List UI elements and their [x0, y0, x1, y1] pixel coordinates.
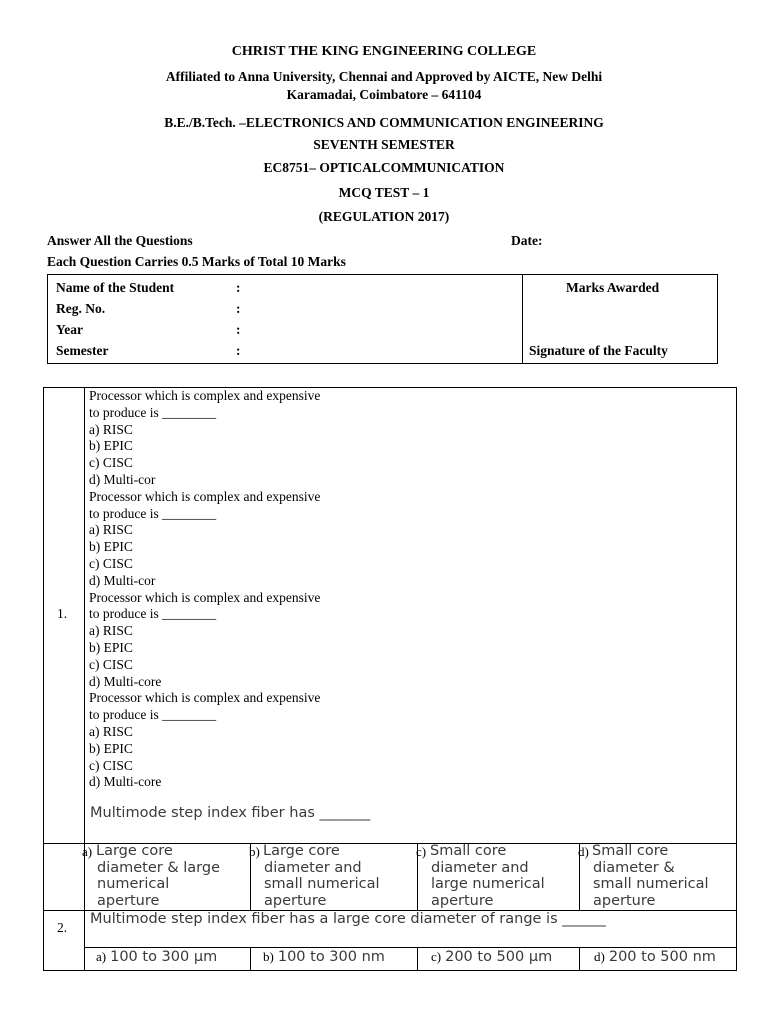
option-letter: c) — [416, 844, 427, 859]
question-text: Processor which is complex and expensive — [89, 690, 321, 706]
option-text-line: aperture — [97, 892, 160, 909]
field-label-name: Name of the Student — [56, 280, 175, 295]
field-label-year: Year — [56, 322, 83, 337]
option-line: b) EPIC — [89, 740, 133, 756]
option-line: c) CISC — [89, 757, 133, 773]
option-letter: b) — [249, 844, 260, 859]
college-name: CHRIST THE KING ENGINEERING COLLEGE — [231, 44, 537, 59]
option-line: d) Multi-core — [89, 673, 162, 689]
option-b — [263, 949, 385, 966]
option-text: 100 to 300 μm — [110, 949, 218, 965]
regulation: (REGULATION 2017) — [318, 209, 450, 224]
option-line: b) EPIC — [89, 640, 133, 655]
option-c — [431, 949, 552, 966]
question-2-stem: Multimode step index fiber has a large core diameter of range is ______ — [90, 911, 606, 927]
option-text-line: diameter & large — [97, 859, 221, 876]
option-column-divider — [417, 947, 418, 970]
option-d — [594, 949, 716, 966]
option-line: b) EPIC — [89, 438, 133, 454]
field-colon: : — [236, 343, 241, 358]
question-text: to produce is ________ — [89, 404, 217, 420]
option-letter: b) — [263, 949, 274, 964]
question-1-stem: Multimode step index fiber has _______ — [90, 805, 371, 821]
option-text-line: numerical — [97, 876, 170, 892]
question-text: Processor which is complex and expensive — [89, 488, 321, 504]
college-address: Karamadai, Coimbatore – 641104 — [286, 87, 482, 102]
option-text-line: diameter and — [431, 859, 529, 876]
marks-note: Each Question Carries 0.5 Marks of Total 10 Marks — [47, 254, 346, 269]
question-text: to produce is ________ — [89, 505, 217, 521]
option-text-line: Large core — [263, 843, 340, 859]
number-column-divider — [84, 387, 85, 971]
option-line: a) RISC — [89, 522, 133, 538]
marks-awarded-label: Marks Awarded — [566, 280, 660, 295]
field-colon: : — [236, 301, 241, 316]
option-text-line: aperture — [264, 892, 327, 909]
option-text-line: diameter and — [264, 859, 362, 876]
field-label-reg-no: Reg. No. — [56, 301, 106, 316]
option-line: c) CISC — [89, 656, 133, 672]
option-text: 100 to 300 nm — [277, 949, 385, 965]
question-text: Processor which is complex and expensive — [89, 589, 321, 605]
option-letter: a) — [82, 844, 93, 859]
option-text-line: diameter & — [593, 859, 675, 876]
question-text: to produce is ________ — [89, 707, 217, 723]
option-letter: a) — [96, 949, 107, 964]
date-label: Date: — [511, 233, 543, 248]
option-text-line: Small core — [592, 843, 669, 859]
question-text: Processor which is complex and expensive — [89, 388, 321, 403]
option-column-divider — [579, 947, 580, 970]
option-line: a) RISC — [89, 724, 133, 739]
option-text-line: small numerical — [264, 876, 380, 892]
option-line: c) CISC — [89, 556, 133, 571]
option-text-line: small numerical — [593, 876, 709, 892]
question-number: 1. — [57, 606, 68, 621]
option-letter: d) — [594, 949, 605, 964]
field-label-semester: Semester — [56, 343, 109, 358]
field-colon: : — [236, 322, 241, 337]
option-a — [96, 949, 217, 966]
option-text: 200 to 500 μm — [445, 949, 553, 965]
student-info-table — [47, 274, 718, 364]
row-divider — [84, 947, 737, 948]
option-line: d) Multi-core — [89, 774, 162, 790]
option-text-line: Large core — [96, 843, 173, 859]
affiliation: Affiliated to Anna University, Chennai and Approved by AICTE, New Delhi — [165, 69, 603, 84]
option-text: 200 to 500 nm — [608, 949, 716, 965]
answer-all-instruction: Answer All the Questions — [47, 233, 193, 248]
semester-title: SEVENTH SEMESTER — [313, 137, 455, 152]
option-line: d) Multi-cor — [89, 572, 156, 588]
option-line: b) EPIC — [89, 539, 133, 555]
question-text: to produce is ________ — [89, 606, 217, 622]
option-letter: d) — [578, 844, 589, 859]
faculty-signature-label: Signature of the Faculty — [529, 343, 668, 358]
option-line: a) RISC — [89, 623, 133, 639]
option-text-line: Small core — [430, 843, 507, 859]
option-text-line: large numerical — [431, 876, 545, 892]
option-line: d) Multi-cor — [89, 472, 156, 487]
field-colon: : — [236, 280, 241, 295]
course-title: EC8751– OPTICALCOMMUNICATION — [263, 160, 505, 175]
option-line: c) CISC — [89, 455, 133, 471]
question-number: 2. — [57, 920, 68, 935]
option-line: a) RISC — [89, 421, 133, 437]
table-border-right — [736, 387, 737, 971]
program-title: B.E./B.Tech. –ELECTRONICS AND COMMUNICATION ENGINEERING — [164, 115, 604, 130]
option-letter: c) — [431, 949, 442, 964]
table-border-bottom — [43, 970, 737, 971]
info-table-divider — [522, 275, 523, 363]
option-text-line: aperture — [593, 892, 656, 909]
option-text-line: aperture — [431, 892, 494, 909]
table-border-left — [43, 387, 44, 971]
option-column-divider — [250, 947, 251, 970]
test-title: MCQ TEST – 1 — [338, 185, 430, 200]
